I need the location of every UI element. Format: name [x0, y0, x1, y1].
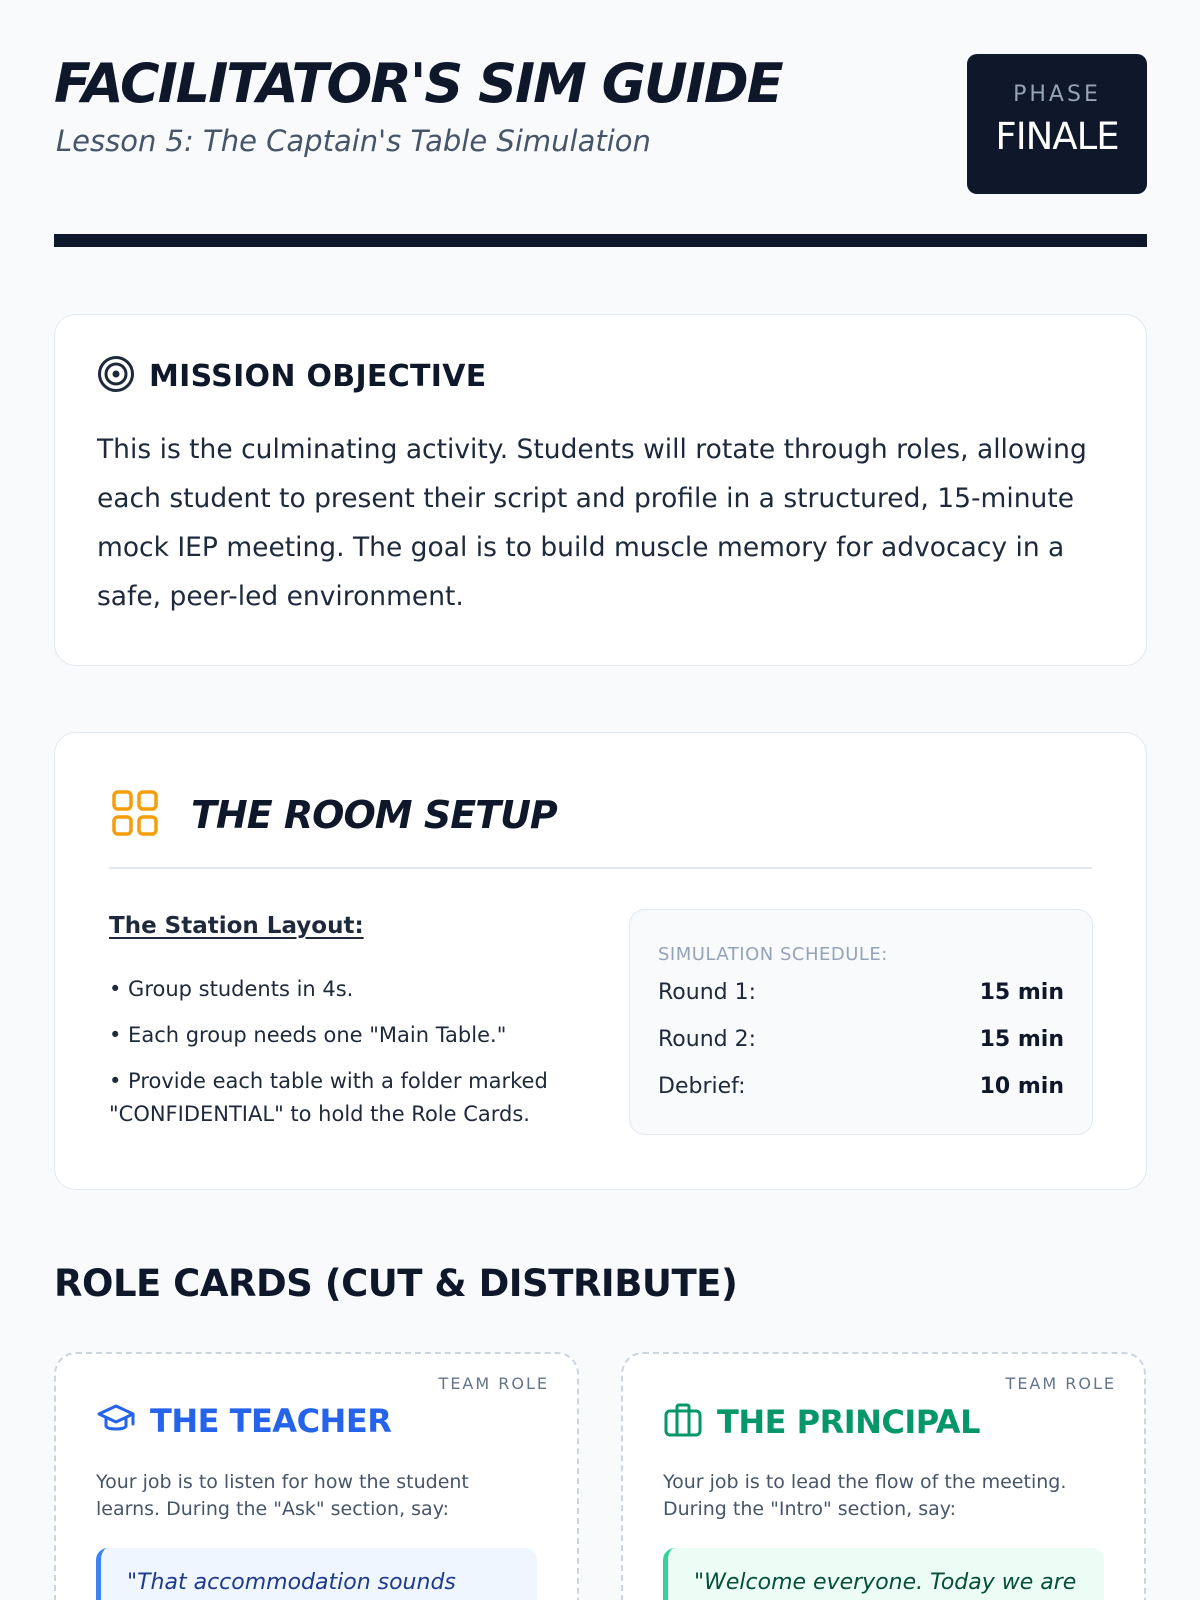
role-card-principal — [621, 1352, 1146, 1600]
schedule-label: SIMULATION SCHEDULE: — [658, 944, 888, 965]
role-name: THE TEACHER — [150, 1402, 392, 1440]
mission-title: MISSION OBJECTIVE — [149, 358, 487, 394]
schedule-row-value: 10 min — [979, 1074, 1064, 1099]
schedule-row-name: Debrief: — [658, 1074, 746, 1099]
graduation-cap-icon — [96, 1402, 136, 1440]
mission-text: This is the culminating activity. Students will rotate through roles, allowing each student to present their script and profile in a structured, 15-minute mock IEP meeting. The goal is to build muscle memory for advocacy in a safe, peer-led environment. — [97, 434, 1087, 612]
schedule-row — [658, 980, 1064, 1005]
role-header — [96, 1402, 391, 1440]
team-role-tag: TEAM ROLE — [438, 1374, 549, 1393]
phase-label: PHASE — [1013, 82, 1101, 107]
mission-header — [97, 355, 487, 397]
briefcase-icon — [663, 1402, 703, 1442]
schedule-row-value: 15 min — [979, 980, 1064, 1005]
phase-badge — [967, 54, 1147, 194]
page-title: FACILITATOR'S SIM GUIDE — [54, 52, 782, 115]
simulation-schedule — [629, 909, 1093, 1135]
page-header — [54, 0, 1147, 246]
role-cards-title: ROLE CARDS (CUT & DISTRIBUTE) — [54, 1262, 738, 1305]
schedule-row — [658, 1074, 1064, 1099]
setup-title: THE ROOM SETUP — [191, 793, 557, 837]
header-divider — [54, 234, 1147, 247]
schedule-row-name: Round 1: — [658, 980, 757, 1005]
role-quote: "That accommodation sounds — [96, 1548, 537, 1600]
schedule-row-value: 15 min — [979, 1027, 1064, 1052]
role-card-teacher — [54, 1352, 579, 1600]
list-item: • Provide each table with a folder marked "CONFIDENTIAL" to hold the Role Cards. — [109, 1069, 548, 1126]
mission-card — [54, 314, 1147, 666]
target-icon — [97, 355, 135, 397]
setup-divider — [109, 867, 1092, 869]
role-quote: "Welcome everyone. Today we are — [663, 1548, 1104, 1600]
page-subtitle: Lesson 5: The Captain's Table Simulation — [56, 124, 651, 158]
team-role-tag: TEAM ROLE — [1005, 1374, 1116, 1393]
list-item: • Each group needs one "Main Table." — [109, 1023, 507, 1047]
station-layout-list — [109, 973, 569, 1144]
phase-value: FINALE — [995, 115, 1119, 158]
grid-icon — [111, 789, 159, 841]
setup-header — [111, 789, 557, 841]
facilitator-guide-page — [54, 0, 1147, 1595]
room-setup-card — [54, 732, 1147, 1190]
role-description: Your job is to listen for how the student learns. During the "Ask" section, say: — [96, 1471, 469, 1520]
role-description: Your job is to lead the flow of the meeting. During the "Intro" section, say: — [663, 1471, 1067, 1520]
role-name: THE PRINCIPAL — [717, 1403, 980, 1441]
list-item: • Group students in 4s. — [109, 977, 354, 1001]
schedule-row-name: Round 2: — [658, 1027, 757, 1052]
schedule-row — [658, 1027, 1064, 1052]
station-layout-title: The Station Layout: — [109, 913, 364, 939]
role-header — [663, 1402, 980, 1442]
